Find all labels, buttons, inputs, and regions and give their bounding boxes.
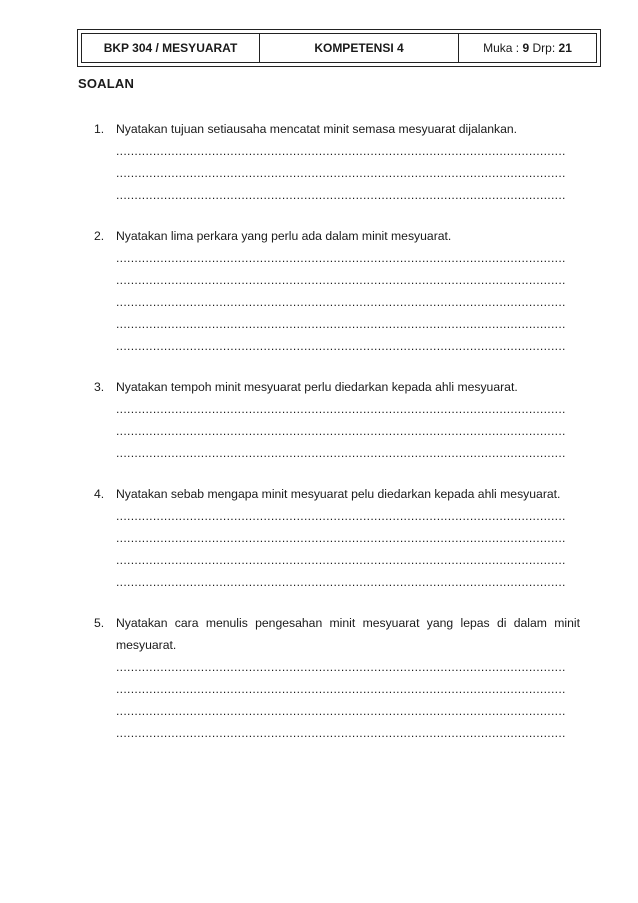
answer-line[interactable]: .......................................................................................................................... (116, 531, 566, 545)
answer-line[interactable]: .......................................................................................................................... (116, 251, 566, 265)
question-text: Nyatakan tempoh minit mesyuarat perlu diedarkan kepada ahli mesyuarat. (116, 380, 518, 394)
answer-line[interactable]: .......................................................................................................................... (116, 339, 566, 353)
total-label: Drp: (532, 41, 556, 55)
question-2 (94, 225, 580, 357)
question-number: 4. (94, 487, 105, 501)
answer-line[interactable]: .......................................................................................................................... (116, 575, 566, 589)
page-label: Muka : (483, 41, 520, 55)
question-list (94, 118, 580, 744)
question-text: Nyatakan tujuan setiausaha mencatat minit semasa mesyuarat dijalankan. (116, 122, 518, 136)
answer-line[interactable]: .......................................................................................................................... (116, 509, 566, 523)
page-indicator (459, 34, 596, 62)
page-number: 9 (522, 41, 530, 55)
competency-label: KOMPETENSI 4 (260, 34, 459, 62)
answer-line[interactable]: .......................................................................................................................... (116, 166, 566, 180)
question-number: 3. (94, 380, 105, 394)
total-pages: 21 (558, 41, 572, 55)
answer-line[interactable]: .......................................................................................................................... (116, 295, 566, 309)
section-title: SOALAN (78, 76, 135, 91)
question-text: Nyatakan lima perkara yang perlu ada dalam minit mesyuarat. (116, 229, 452, 243)
question-4 (94, 483, 580, 593)
answer-line[interactable]: .......................................................................................................................... (116, 402, 566, 416)
question-number: 2. (94, 229, 105, 243)
answer-line[interactable]: .......................................................................................................................... (116, 704, 566, 718)
answer-line[interactable]: .......................................................................................................................... (116, 553, 566, 567)
question-3 (94, 376, 580, 464)
answer-line[interactable]: .......................................................................................................................... (116, 424, 566, 438)
question-text: Nyatakan cara menulis pengesahan minit mesyuarat yang lepas di dalam minit mesyuarat. (116, 616, 580, 652)
answer-line[interactable]: .......................................................................................................................... (116, 144, 566, 158)
answer-line[interactable]: .......................................................................................................................... (116, 273, 566, 287)
answer-line[interactable]: .......................................................................................................................... (116, 188, 566, 202)
question-number: 5. (94, 616, 105, 630)
page-header (77, 29, 601, 67)
answer-line[interactable]: .......................................................................................................................... (116, 726, 566, 740)
course-code: BKP 304 / MESYUARAT (82, 34, 260, 62)
answer-line[interactable]: .......................................................................................................................... (116, 682, 566, 696)
question-1 (94, 118, 580, 206)
answer-line[interactable]: .......................................................................................................................... (116, 317, 566, 331)
question-text: Nyatakan sebab mengapa minit mesyuarat pelu diedarkan kepada ahli mesyuarat. (116, 487, 561, 501)
question-number: 1. (94, 122, 105, 136)
answer-line[interactable]: .......................................................................................................................... (116, 446, 566, 460)
question-5 (94, 612, 580, 744)
page-header-table (81, 33, 597, 63)
answer-line[interactable]: .......................................................................................................................... (116, 660, 566, 674)
